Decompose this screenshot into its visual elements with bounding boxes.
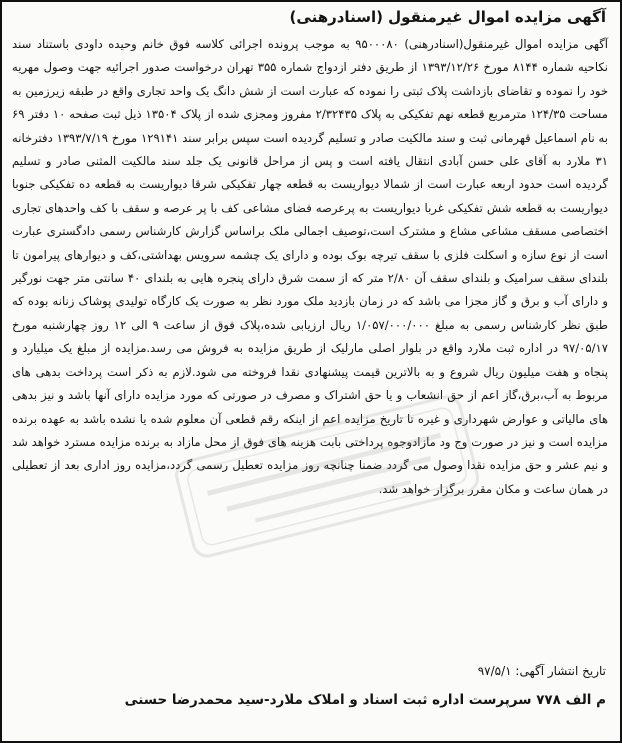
notice-title: آگهی مزایده اموال غیرمنقول (اسنادرهنی) (289, 8, 606, 26)
notice-body (12, 33, 608, 501)
notice-body-text: آگهی مزایده اموال غیرمنقول(اسنادرهنی) ۹۵۰۰۰۸۰ به موجب پرونده اجرائی کلاسه فوق خانم وحیده داودی باستناد سند نکاحیه شماره ۸۱۴۴ مورخ ۱۳۹۳/۱۲/۲۶ از طریق دفتر ازدواج شماره ۳۵۵ تهران درخواست صدور اجرائیه جهت وصول مهریه خود را نموده و تقاضای بازداشت پلاک ثبتی را نموده که عبارت است از شش دانگ یک واحد تجاری واقع در طبقه زیرزمین به مساحت ۱۲۴/۳۵ مترمربع قطعه نهم تفکیکی به پلاک ۲/۳۲۴۳۵ مفروز ومجزی شده از پلاک ۱۳۵۰۴ ذیل ثبت صفحه ۱۰ دفتر ۶۹ به نام اسماعیل قهرمانی ثبت و سند مالکیت صادر و تسلیم گردیده است سپس برابر سند ۱۲۹۱۴۱ مورخ ۱۳۹۳/۷/۱۹ دفترخانه ۳۱ ملارد به آقای علی حسن آبادی انتقال یافته است و پس از مراحل قانونی یک جلد سند مالکیت المثنی صادر و تسلیم گردیده است حدود اربعه عبارت است از شمالا دیواریست به قطعه چهار تفکیکی شرقا دیواریست به قطعه ده تفکیکی جنوبا دیواریست به قطعه شش تفکیکی غربا دیواریست به پرعرصه فضای مشاعی کف با پر عرصه و سقف با کف واحدهای تجاری اختصاصی مسقف مشاعی مشاع و مشترک است،توصیف اجمالی ملک براساس گزارش کارشناس رسمی دادگستری عبارت است از نوع سازه و اسکلت فلزی با سقف تیرچه بوک بوده و دارای یک چشمه سرویس بهداشتی،کف و دیوارهای پیرامون تا بلندای سقف سرامیک و بلندای سقف آن ۲/۸۰ متر که از سمت شرق دارای پنجره هایی به بلندای ۴۰ سانتی متر جهت نورگیر و دارای آب و برق و گاز مجزا می باشد که در زمان بازدید ملک مورد نظر به صورت یک کارگاه تولیدی پوشاک زنانه بوده که طبق نظر کارشناس رسمی به مبلغ ۱/۰۵۷/۰۰۰/۰۰۰ ریال ارزیابی شده،پلاک فوق از ساعت ۹ الی ۱۲ روز چهارشنبه مورخ ۹۷/۰۵/۱۷ در اداره ثبت ملارد واقع در بلوار اصلی مارلیک از طریق مزایده به فروش می رسد.مزایده از مبلغ یک میلیارد و پنجاه و هفت میلیون ریال شروع و به بالاترین قیمت پیشنهادی نقدا فروخته می شود.لازم به ذکر است پرداخت بدهی های مربوط به آب،برق،گاز اعم از حق انشعاب و یا حق اشتراک و مصرف در صورتی که مورد مزایده دارای آنها باشد و نیز بدهی های مالیاتی و عوارض شهرداری و غیره تا تاریخ مزایده اعم از اینکه رقم قطعی آن معلوم شده یا نشده باشد به عهده برنده مزایده است و نیز در صورت وج ود مازادوجوه پرداختی بابت هزینه های فوق از محل مازاد به برنده مزایده مسترد خواهد شد و نیم عشر و حق مزایده نقدا وصول می گردد ضمنا چنانچه روز مزایده تعطیل رسمی گردد،مزایده روز اداری بعد از تعطیلی در همان ساعت و مکان مقرر برگزار خواهد شد. (12, 37, 609, 496)
notice-footer: م الف ۷۷۸ سرپرست اداره ثبت اسناد و املاک ملارد-سید محمدرضا حسنی (124, 692, 606, 708)
publish-date: تاریخ انتشار آگهی: ۹۷/۵/۱ (477, 664, 606, 678)
